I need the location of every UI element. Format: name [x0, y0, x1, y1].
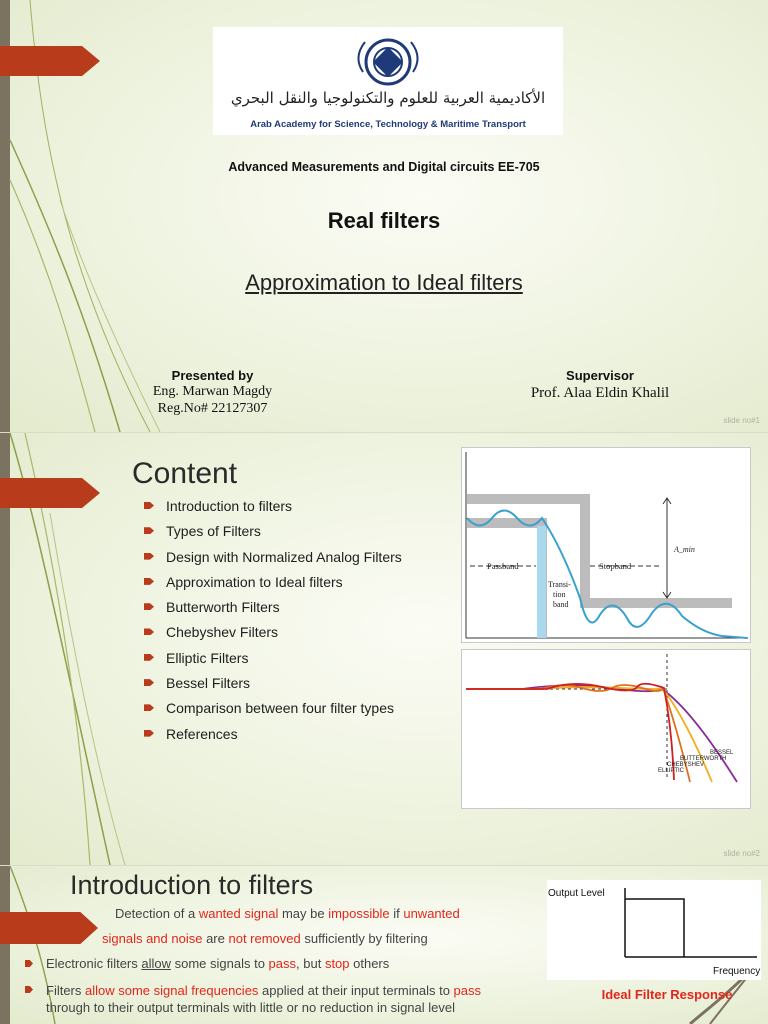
list-item — [142, 725, 402, 750]
slide-number: slide no#1 — [723, 416, 760, 425]
bullet-electronic-filters — [46, 956, 389, 971]
highlight-span: impossible — [328, 906, 390, 921]
bullet-arrow-icon — [144, 628, 154, 635]
presenter-block — [125, 368, 300, 417]
presentation-subtitle: Approximation to Ideal filters — [245, 270, 523, 295]
text-span: others — [349, 956, 390, 971]
highlight-span: signals and noise — [102, 931, 203, 946]
presented-by-heading: Presented by — [171, 368, 254, 383]
bullet-filters-allow — [46, 982, 586, 1016]
content-list — [142, 497, 402, 750]
intro-title: Introduction to filters — [70, 870, 314, 900]
transition-label-1: Transi- — [548, 580, 571, 589]
bullet-arrow-icon — [144, 654, 154, 661]
list-item-label: Comparison between four filter types — [166, 700, 394, 717]
highlight-span: unwanted — [403, 906, 460, 921]
list-item — [142, 598, 402, 623]
list-item-label: Design with Normalized Analog Filters — [166, 548, 402, 565]
ideal-filter-svg — [547, 880, 761, 980]
bullet-arrow-icon — [144, 527, 154, 534]
underlined-span: allow — [141, 956, 171, 971]
presenter-reg-no: Reg.No# 22127307 — [157, 401, 268, 416]
list-item-label: Butterworth Filters — [166, 599, 280, 616]
supervisor-name: Prof. Alaa Eldin Khalil — [530, 385, 670, 401]
text-span: Electronic filters — [46, 956, 142, 971]
logo-english-text: Arab Academy for Science, Technology & Maritime Transport — [250, 119, 526, 130]
slide-2 — [0, 433, 768, 865]
list-item-label: Chebyshev Filters — [166, 624, 279, 641]
title-arrow-marker — [0, 46, 100, 76]
bessel-label: BESSEL — [710, 750, 734, 756]
text-span: Filters — [46, 983, 85, 998]
frequency-label: Frequency — [713, 966, 761, 977]
list-item-label: Introduction to filters — [166, 498, 293, 514]
stopband-label: Stopband — [599, 561, 632, 571]
list-item-label: Bessel Filters — [166, 675, 251, 692]
text-span: , but — [296, 956, 325, 971]
highlight-span: stop — [324, 956, 350, 971]
logo-arabic-text: الأكاديمية العربية للعلوم والتكنولوجيا والنقل البحري — [230, 89, 546, 107]
academy-logo — [213, 27, 563, 135]
filter-comparison-svg — [462, 650, 750, 808]
list-item-label: References — [166, 725, 238, 742]
bullet-arrow-icon — [144, 502, 154, 509]
highlight-span: not removed — [228, 931, 301, 946]
list-item — [142, 674, 402, 699]
output-level-label: Output Level — [548, 888, 605, 899]
bullet-arrow-icon — [144, 679, 154, 686]
transition-label-3: band — [553, 600, 569, 609]
intro-line-1 — [115, 906, 460, 921]
tolerance-diagram — [461, 447, 751, 643]
chebyshev-label: CHEBYSHEV — [667, 762, 705, 768]
bullet-arrow-icon — [144, 603, 154, 610]
filter-comparison-diagram — [461, 649, 751, 809]
highlight-span: pass — [453, 983, 482, 998]
list-item — [142, 573, 402, 598]
supervisor-heading: Supervisor — [566, 368, 634, 383]
ideal-filter-caption: Ideal Filter Response — [601, 987, 733, 1002]
highlight-span: pass — [268, 956, 297, 971]
presentation-title: Real filters — [327, 208, 441, 233]
presenter-name: Eng. Marwan Magdy — [152, 384, 273, 399]
course-title: Advanced Measurements and Digital circuits EE-705 — [228, 160, 540, 174]
slide-1 — [0, 0, 768, 432]
list-item-label: Types of Filters — [166, 523, 261, 540]
text-span: sufficiently by filtering — [300, 931, 428, 946]
list-item — [142, 548, 402, 573]
list-item-label: Elliptic Filters — [166, 649, 249, 666]
list-item — [142, 522, 402, 547]
amin-label: A_min — [674, 545, 695, 554]
bullet-arrow-icon — [144, 578, 154, 585]
slide-number: slide no#2 — [723, 849, 760, 858]
text-span: some signals to — [171, 956, 269, 971]
intro-line-2 — [102, 931, 428, 946]
bullet-arrow-icon — [144, 704, 154, 711]
butterworth-label: BUTTERWORTH — [680, 756, 727, 762]
title-arrow-marker — [0, 912, 98, 944]
slide-3 — [0, 866, 768, 1024]
list-item — [142, 649, 402, 674]
list-item — [142, 623, 402, 648]
highlight-span: wanted signal — [198, 906, 279, 921]
elliptic-label: ELLIPTIC — [658, 768, 685, 774]
list-item — [142, 699, 402, 724]
title-arrow-marker — [0, 478, 100, 508]
text-span: applied at their input terminals to — [258, 983, 454, 998]
transition-label-2: tion — [553, 590, 566, 599]
passband-label: Passband — [487, 561, 519, 571]
list-item-label: Approximation to Ideal filters — [166, 573, 343, 590]
text-span: may be — [278, 906, 329, 921]
content-title: Content — [132, 457, 238, 490]
ideal-filter-figure — [547, 880, 761, 980]
bullet-arrow-icon — [144, 553, 154, 560]
text-span: are — [202, 931, 229, 946]
supervisor-block — [520, 368, 680, 402]
text-span: Detection of a — [115, 906, 199, 921]
text-span: through to their output terminals with little or no reduction in signal level — [46, 1000, 455, 1015]
list-item — [142, 497, 402, 522]
tolerance-diagram-svg — [462, 448, 750, 642]
text-span: if — [389, 906, 404, 921]
bullet-arrow-icon — [144, 730, 154, 737]
highlight-span: allow some signal frequencies — [85, 983, 259, 998]
